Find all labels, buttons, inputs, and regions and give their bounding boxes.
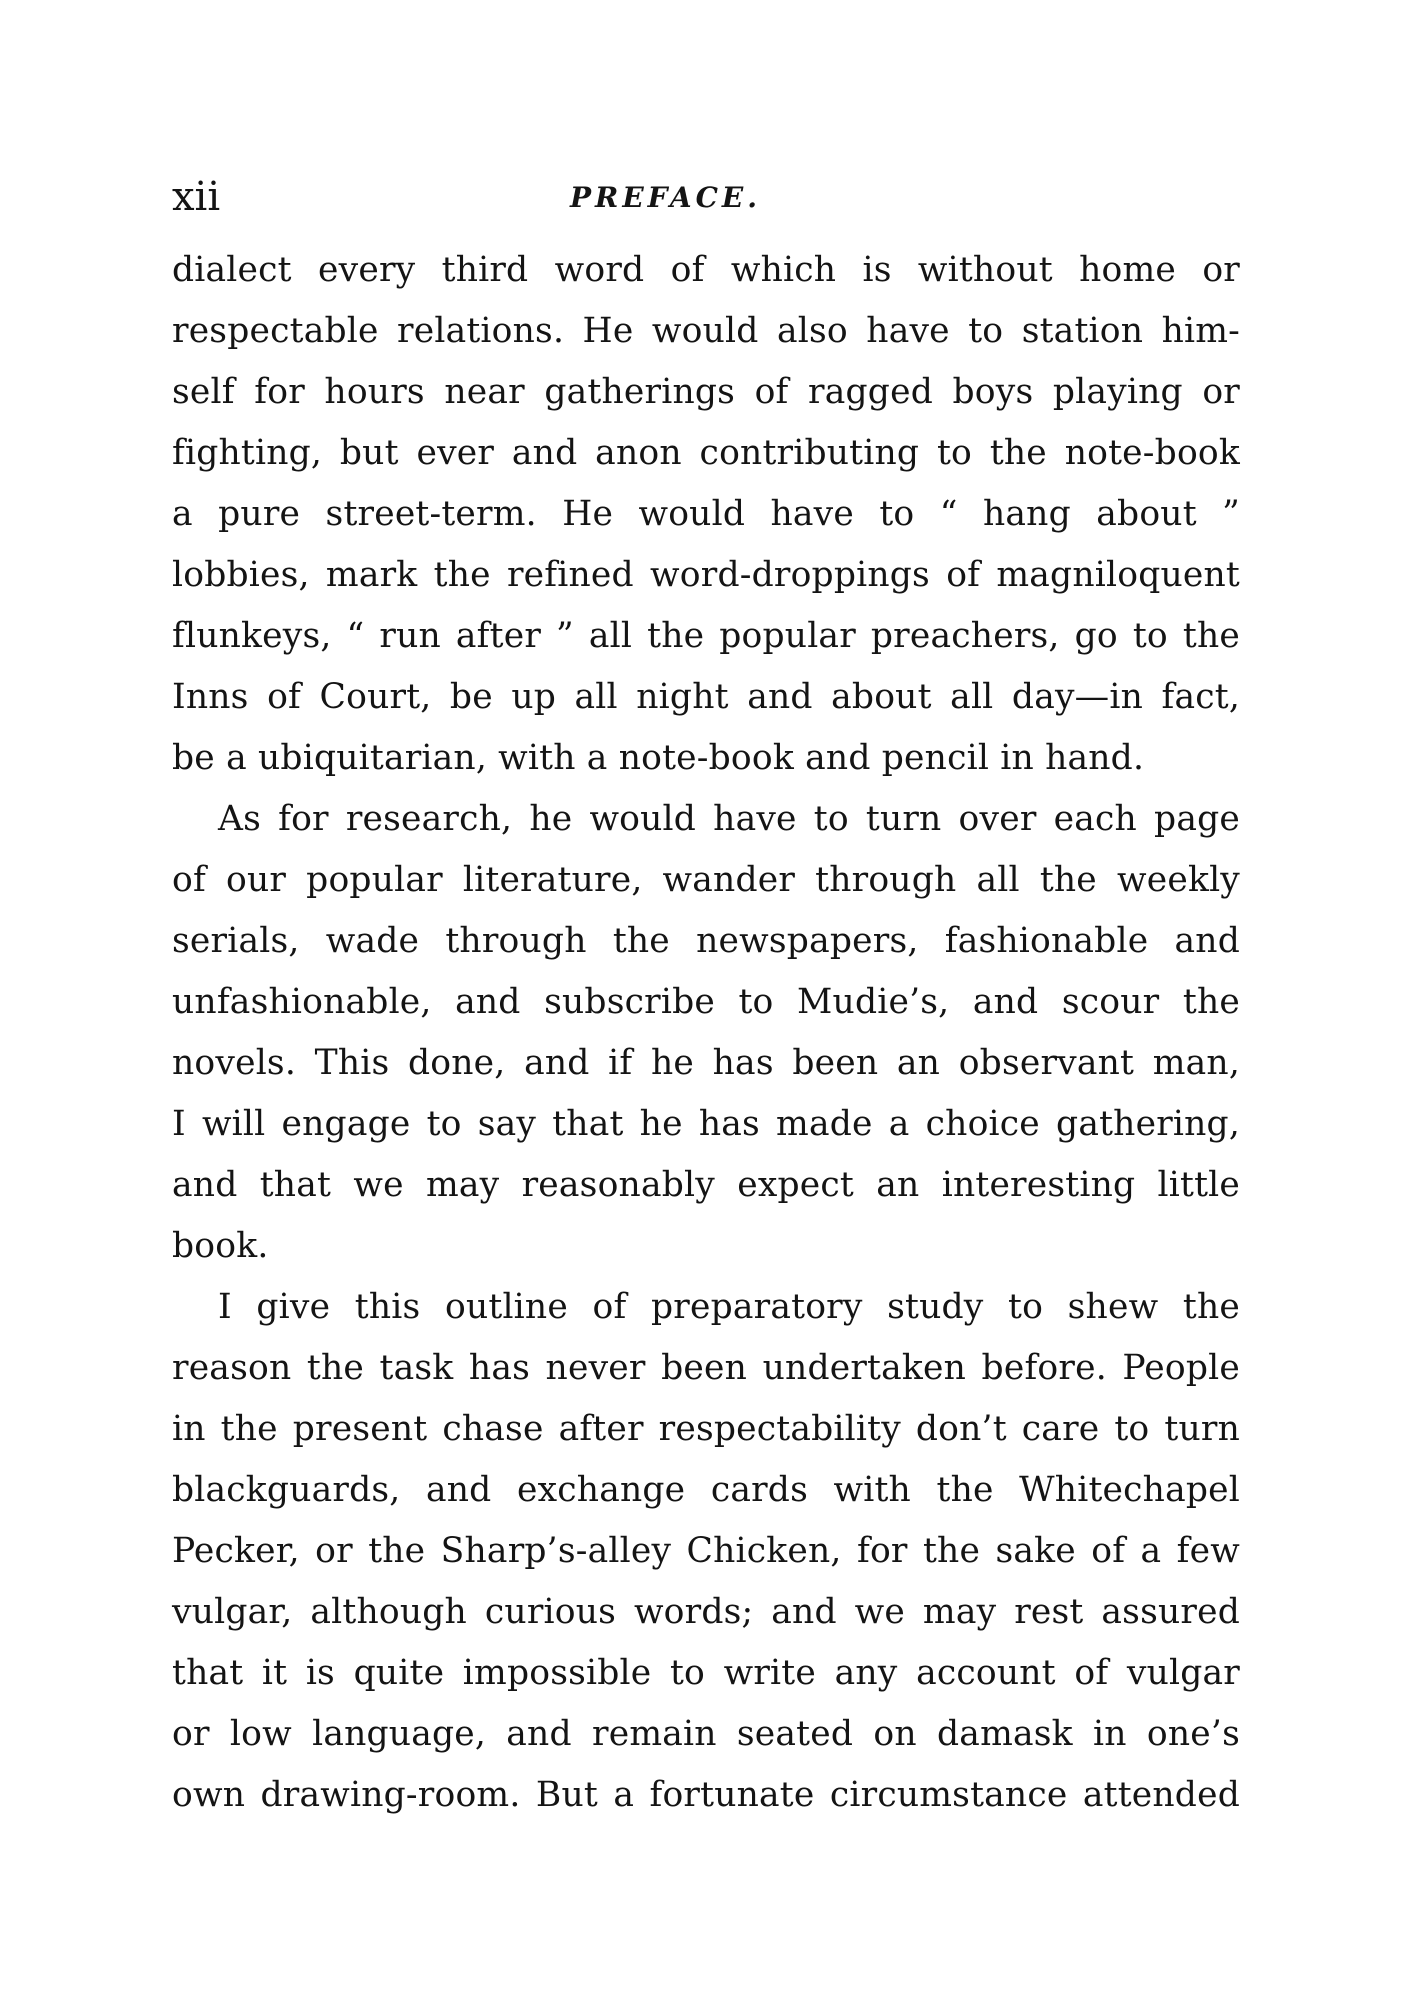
text-line: reason the task has never been undertaken before. People xyxy=(172,1348,1240,1388)
text-line: and that we may reasonably expect an interesting little xyxy=(172,1165,1240,1205)
text-line: blackguards, and exchange cards with the Whitechapel xyxy=(172,1470,1240,1510)
text-line: I will engage to say that he has made a choice gathering, xyxy=(172,1104,1240,1144)
text-line: self for hours near gatherings of ragged boys playing or xyxy=(172,372,1240,412)
paragraph xyxy=(172,1277,1240,1826)
text-line: I give this outline of preparatory study to shew the xyxy=(218,1287,1240,1327)
text-line: lobbies, mark the refined word-droppings of magniloquent xyxy=(172,555,1240,595)
page-header xyxy=(172,172,1240,222)
text-line: or low language, and remain seated on damask in one’s xyxy=(172,1714,1240,1754)
text-line: of our popular literature, wander through all the weekly xyxy=(172,860,1240,900)
text-line: dialect every third word of which is without home or xyxy=(172,250,1240,290)
text-line: Inns of Court, be up all night and about all day—in fact, xyxy=(172,677,1240,717)
text-line: that it is quite impossible to write any account of vulgar xyxy=(172,1653,1240,1693)
text-line: in the present chase after respectability don’t care to turn xyxy=(172,1409,1240,1449)
page-number: xii xyxy=(172,174,221,220)
paragraph xyxy=(172,789,1240,1277)
running-title: PREFACE. xyxy=(570,181,762,214)
text-line: Pecker, or the Sharp’s-alley Chicken, for the sake of a few xyxy=(172,1531,1240,1571)
paragraph xyxy=(172,240,1240,789)
text-line: unfashionable, and subscribe to Mudie’s, and scour the xyxy=(172,982,1240,1022)
text-line: a pure street-term. He would have to “ hang about ” xyxy=(172,494,1240,534)
text-line: serials, wade through the newspapers, fashionable and xyxy=(172,921,1240,961)
body-text xyxy=(172,240,1240,1826)
text-line: own drawing-room. But a fortunate circumstance attended xyxy=(172,1775,1240,1815)
text-line: fighting, but ever and anon contributing to the note-book xyxy=(172,433,1240,473)
text-line: As for research, he would have to turn over each page xyxy=(218,799,1240,839)
text-line: flunkeys, “ run after ” all the popular preachers, go to the xyxy=(172,616,1240,656)
text-line: be a ubiquitarian, with a note-book and pencil in hand. xyxy=(172,738,1145,778)
text-line: book. xyxy=(172,1226,269,1266)
text-line: respectable relations. He would also have to station him- xyxy=(172,311,1240,351)
text-line: vulgar, although curious words; and we may rest assured xyxy=(172,1592,1240,1632)
text-line: novels. This done, and if he has been an observant man, xyxy=(172,1043,1240,1083)
